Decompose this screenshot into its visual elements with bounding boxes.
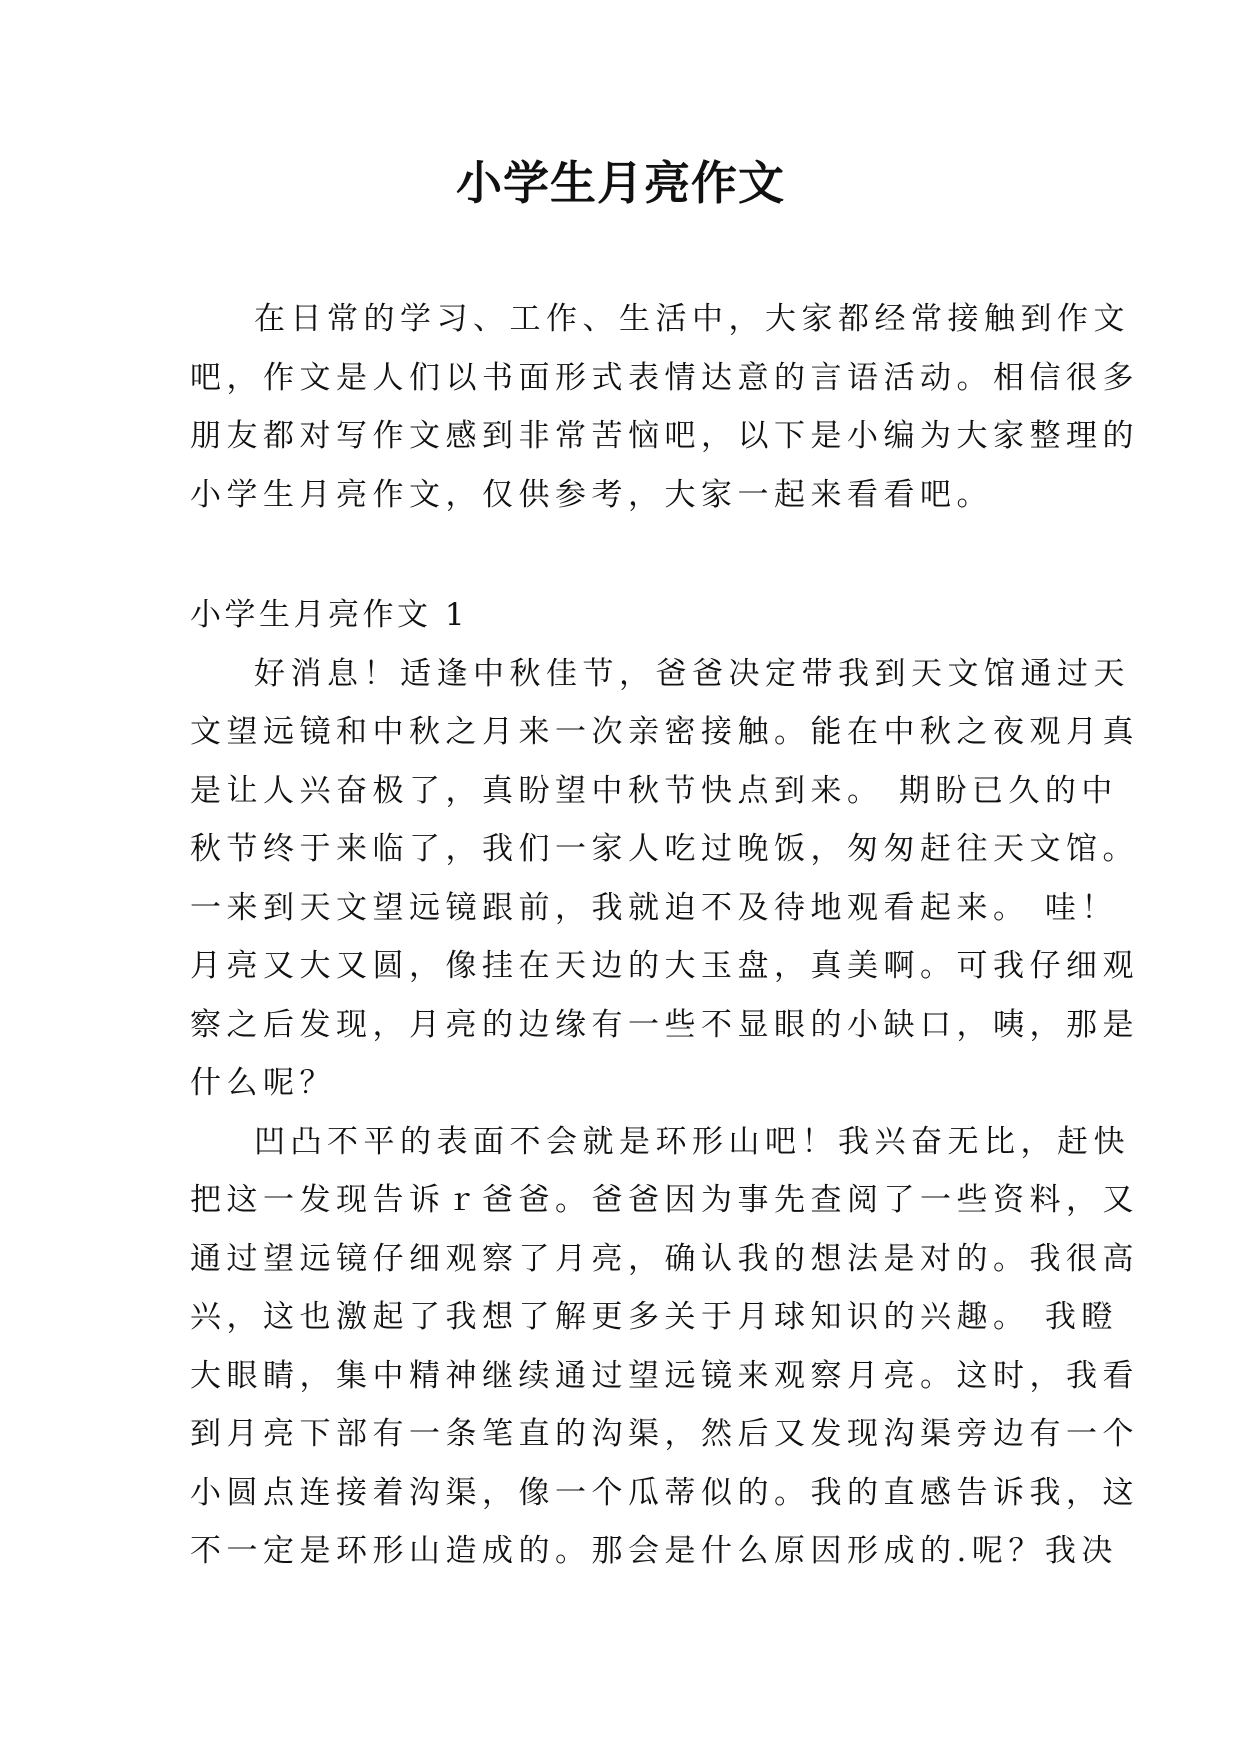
paragraph-line: 是让人兴奋极了，真盼望中秋节快点到来。 期盼已久的中 <box>190 772 1118 809</box>
document-body <box>190 290 1139 1581</box>
paragraph-line: 兴，这也激起了我想了解更多关于月球知识的兴趣。 我瞪 <box>190 1299 1118 1335</box>
paragraph-line: 大眼睛，集中精神继续通过望远镜来观察月亮。这时，我看 <box>190 1357 1139 1394</box>
paragraph-line: 好消息！适逢中秋佳节，爸爸决定带我到天文馆通过天 <box>254 655 1130 692</box>
paragraph-line: 通过望远镜仔细观察了月亮，确认我的想法是对的。我很高 <box>190 1240 1139 1277</box>
paragraph-line: 一来到天文望远镜跟前，我就迫不及待地观看起来。 哇！ <box>190 889 1118 926</box>
paragraph-line: 文望远镜和中秋之月来一次亲密接触。能在中秋之夜观月真 <box>190 714 1139 750</box>
section-heading: 小学生月亮作文 1 <box>190 597 469 633</box>
paragraph-line: 什么呢？ <box>190 1065 336 1101</box>
paragraph-spacer <box>190 524 1070 586</box>
intro-line: 吧，作文是人们以书面形式表情达意的言语活动。相信很多 <box>190 359 1139 396</box>
paragraph-line: 小圆点连接着沟渠，像一个瓜蒂似的。我的直感告诉我，这 <box>190 1474 1139 1511</box>
paragraph-line: 凹凸不平的表面不会就是环形山吧！我兴奋无比，赶快 <box>254 1123 1130 1160</box>
paragraph-line: 到月亮下部有一条笔直的沟渠，然后又发现沟渠旁边有一个 <box>190 1416 1139 1452</box>
intro-paragraph <box>190 290 1139 524</box>
paragraph-line: 不一定是环形山造成的。那会是什么原因形成的.呢？我决 <box>190 1533 1118 1569</box>
paragraph-line: 把这一发现告诉ｒ爸爸。爸爸因为事先查阅了一些资料，又 <box>190 1182 1139 1218</box>
paragraph-line: 秋节终于来临了，我们一家人吃过晚饭，匆匆赶往天文馆。 <box>190 831 1139 867</box>
intro-line: 小学生月亮作文，仅供参考，大家一起来看看吧。 <box>190 476 993 513</box>
intro-line: 在日常的学习、工作、生活中，大家都经常接触到作文 <box>254 301 1130 337</box>
paragraph-line: 月亮又大又圆，像挂在天边的大玉盘，真美啊。可我仔细观 <box>190 948 1139 984</box>
paragraph-line: 察之后发现，月亮的边缘有一些不显眼的小缺口，咦，那是 <box>190 1006 1139 1043</box>
essay-paragraph-2 <box>190 1113 1139 1581</box>
document-title: 小学生月亮作文 <box>456 156 785 210</box>
essay-paragraph-1 <box>190 645 1139 1113</box>
intro-line: 朋友都对写作文感到非常苦恼吧，以下是小编为大家整理的 <box>190 418 1139 454</box>
